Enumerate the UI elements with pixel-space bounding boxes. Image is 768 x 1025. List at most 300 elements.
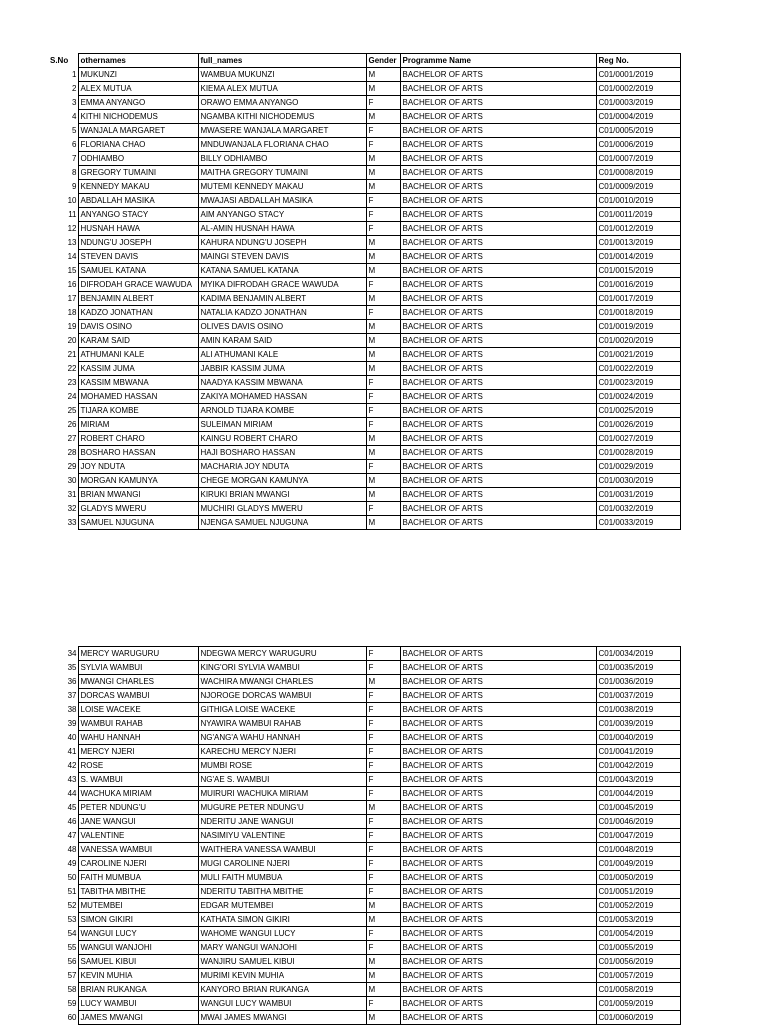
table-row (50, 362, 680, 376)
table-row (50, 264, 680, 278)
full-names-cell: NDERITU TABITHA MBITHE (198, 885, 366, 899)
full-names-cell: BILLY ODHIAMBO (198, 152, 366, 166)
row-sno: 8 (72, 168, 77, 177)
table-row (50, 731, 680, 745)
full-names-cell: MURIMI KEVIN MUHIA (198, 969, 366, 983)
full-names-cell: WAITHERA VANESSA WAMBUI (198, 843, 366, 857)
full-names-cell: MAITHA GREGORY TUMAINI (198, 166, 366, 180)
table-row (50, 927, 680, 941)
gender-cell: F (366, 829, 400, 843)
row-sno: 55 (67, 943, 77, 952)
programme-cell: BACHELOR OF ARTS (400, 488, 596, 502)
programme-cell: BACHELOR OF ARTS (400, 180, 596, 194)
table-row (50, 180, 680, 194)
othernames-cell: BRIAN RUKANGA (78, 983, 198, 997)
row-sno: 26 (67, 420, 77, 429)
gender-cell: F (366, 703, 400, 717)
table-row (50, 717, 680, 731)
programme-cell: BACHELOR OF ARTS (400, 759, 596, 773)
reg-no-cell: C01/0010/2019 (596, 194, 680, 208)
programme-cell: BACHELOR OF ARTS (400, 320, 596, 334)
table-row (50, 759, 680, 773)
full-names-cell: MWASERE WANJALA MARGARET (198, 124, 366, 138)
othernames-cell: KITHI NICHODEMUS (78, 110, 198, 124)
gender-cell: M (366, 348, 400, 362)
table-row (50, 236, 680, 250)
row-sno: 52 (67, 901, 77, 910)
gender-cell: M (366, 362, 400, 376)
row-sno: 36 (67, 677, 77, 686)
reg-no-cell: C01/0013/2019 (596, 236, 680, 250)
reg-no-cell: C01/0018/2019 (596, 306, 680, 320)
othernames-cell: WACHUKA MIRIAM (78, 787, 198, 801)
row-sno: 25 (67, 406, 77, 415)
gender-cell: M (366, 913, 400, 927)
programme-cell: BACHELOR OF ARTS (400, 955, 596, 969)
othernames-cell: VANESSA WAMBUI (78, 843, 198, 857)
row-sno: 18 (67, 308, 77, 317)
table-row (50, 166, 680, 180)
gender-cell: F (366, 941, 400, 955)
reg-no-cell: C01/0001/2019 (596, 68, 680, 82)
reg-no-cell: C01/0026/2019 (596, 418, 680, 432)
full-names-cell: ORAWO EMMA ANYANGO (198, 96, 366, 110)
othernames-cell: KARAM SAID (78, 334, 198, 348)
gender-cell: F (366, 661, 400, 675)
gender-cell: F (366, 194, 400, 208)
row-sno: 40 (67, 733, 77, 742)
reg-no-cell: C01/0047/2019 (596, 829, 680, 843)
reg-no-cell: C01/0035/2019 (596, 661, 680, 675)
reg-no-cell: C01/0051/2019 (596, 885, 680, 899)
reg-no-cell: C01/0043/2019 (596, 773, 680, 787)
reg-no-cell: C01/0027/2019 (596, 432, 680, 446)
reg-no-cell: C01/0007/2019 (596, 152, 680, 166)
programme-cell: BACHELOR OF ARTS (400, 675, 596, 689)
othernames-cell: FAITH MUMBUA (78, 871, 198, 885)
gender-cell: M (366, 292, 400, 306)
full-names-cell: MWAI JAMES MWANGI (198, 1011, 366, 1025)
full-names-cell: MAINGI STEVEN DAVIS (198, 250, 366, 264)
gender-cell: M (366, 899, 400, 913)
gender-cell: M (366, 152, 400, 166)
programme-cell: BACHELOR OF ARTS (400, 96, 596, 110)
gender-cell: F (366, 124, 400, 138)
full-names-cell: NJOROGE DORCAS WAMBUI (198, 689, 366, 703)
othernames-cell: ROBERT CHARO (78, 432, 198, 446)
table-row (50, 474, 680, 488)
row-sno: 9 (72, 182, 77, 191)
row-sno: 47 (67, 831, 77, 840)
othernames-cell: CAROLINE NJERI (78, 857, 198, 871)
reg-no-cell: C01/0050/2019 (596, 871, 680, 885)
othernames-cell: ATHUMANI KALE (78, 348, 198, 362)
student-table-part-1 (50, 53, 681, 530)
othernames-cell: MERCY NJERI (78, 745, 198, 759)
table-row (50, 334, 680, 348)
othernames-cell: MORGAN KAMUNYA (78, 474, 198, 488)
row-sno: 16 (67, 280, 77, 289)
othernames-cell: GLADYS MWERU (78, 502, 198, 516)
row-sno: 44 (67, 789, 77, 798)
programme-cell: BACHELOR OF ARTS (400, 208, 596, 222)
reg-no-cell: C01/0015/2019 (596, 264, 680, 278)
reg-no-cell: C01/0017/2019 (596, 292, 680, 306)
full-names-cell: CHEGE MORGAN KAMUNYA (198, 474, 366, 488)
othernames-cell: KEVIN MUHIA (78, 969, 198, 983)
full-names-cell: NAADYA KASSIM MBWANA (198, 376, 366, 390)
gender-cell: M (366, 516, 400, 530)
table-row (50, 208, 680, 222)
table-row (50, 787, 680, 801)
gender-cell: F (366, 773, 400, 787)
reg-no-cell: C01/0014/2019 (596, 250, 680, 264)
table-row (50, 899, 680, 913)
programme-cell: BACHELOR OF ARTS (400, 138, 596, 152)
gender-cell: F (366, 843, 400, 857)
reg-no-cell: C01/0038/2019 (596, 703, 680, 717)
gender-cell: M (366, 675, 400, 689)
table-row (50, 292, 680, 306)
header-othernames: othernames (78, 54, 198, 68)
programme-cell: BACHELOR OF ARTS (400, 969, 596, 983)
gender-cell: M (366, 180, 400, 194)
table-row (50, 96, 680, 110)
programme-cell: BACHELOR OF ARTS (400, 278, 596, 292)
row-sno: 22 (67, 364, 77, 373)
gender-cell: F (366, 222, 400, 236)
programme-cell: BACHELOR OF ARTS (400, 787, 596, 801)
table-row (50, 110, 680, 124)
gender-cell: F (366, 96, 400, 110)
reg-no-cell: C01/0011/2019 (596, 208, 680, 222)
table-row (50, 997, 680, 1011)
row-sno: 12 (67, 224, 77, 233)
row-sno: 46 (67, 817, 77, 826)
gender-cell: F (366, 390, 400, 404)
programme-cell: BACHELOR OF ARTS (400, 829, 596, 843)
full-names-cell: KIRUKI BRIAN MWANGI (198, 488, 366, 502)
reg-no-cell: C01/0052/2019 (596, 899, 680, 913)
othernames-cell: WANGUI LUCY (78, 927, 198, 941)
row-sno: 15 (67, 266, 77, 275)
programme-cell: BACHELOR OF ARTS (400, 152, 596, 166)
programme-cell: BACHELOR OF ARTS (400, 941, 596, 955)
table-row (50, 68, 680, 82)
reg-no-cell: C01/0054/2019 (596, 927, 680, 941)
gender-cell: M (366, 264, 400, 278)
full-names-cell: KARECHU MERCY NJERI (198, 745, 366, 759)
full-names-cell: MWAJASI ABDALLAH MASIKA (198, 194, 366, 208)
header-reg-no: Reg No. (596, 54, 680, 68)
othernames-cell: STEVEN DAVIS (78, 250, 198, 264)
table-row (50, 703, 680, 717)
table-row (50, 801, 680, 815)
table-row (50, 773, 680, 787)
programme-cell: BACHELOR OF ARTS (400, 857, 596, 871)
reg-no-cell: C01/0024/2019 (596, 390, 680, 404)
row-sno: 38 (67, 705, 77, 714)
othernames-cell: KASSIM MBWANA (78, 376, 198, 390)
programme-cell: BACHELOR OF ARTS (400, 983, 596, 997)
header-sno: S.No (50, 56, 69, 65)
othernames-cell: SAMUEL KATANA (78, 264, 198, 278)
gender-cell: M (366, 474, 400, 488)
table-row (50, 418, 680, 432)
reg-no-cell: C01/0040/2019 (596, 731, 680, 745)
reg-no-cell: C01/0049/2019 (596, 857, 680, 871)
gender-cell: F (366, 460, 400, 474)
header-programme: Programme Name (400, 54, 596, 68)
gender-cell: F (366, 997, 400, 1011)
table-row (50, 306, 680, 320)
row-sno: 45 (67, 803, 77, 812)
table-row (50, 460, 680, 474)
othernames-cell: FLORIANA CHAO (78, 138, 198, 152)
row-sno: 60 (67, 1013, 77, 1022)
programme-cell: BACHELOR OF ARTS (400, 927, 596, 941)
programme-cell: BACHELOR OF ARTS (400, 390, 596, 404)
table-row (50, 376, 680, 390)
row-sno: 43 (67, 775, 77, 784)
programme-cell: BACHELOR OF ARTS (400, 334, 596, 348)
table-row (50, 1011, 680, 1025)
full-names-cell: KING'ORI SYLVIA WAMBUI (198, 661, 366, 675)
table-row (50, 502, 680, 516)
othernames-cell: S. WAMBUI (78, 773, 198, 787)
row-sno: 30 (67, 476, 77, 485)
gender-cell: F (366, 208, 400, 222)
reg-no-cell: C01/0058/2019 (596, 983, 680, 997)
reg-no-cell: C01/0025/2019 (596, 404, 680, 418)
gender-cell: M (366, 969, 400, 983)
othernames-cell: WANGUI WANJOHI (78, 941, 198, 955)
programme-cell: BACHELOR OF ARTS (400, 502, 596, 516)
othernames-cell: SAMUEL NJUGUNA (78, 516, 198, 530)
othernames-cell: NDUNG'U JOSEPH (78, 236, 198, 250)
header-full-names: full_names (198, 54, 366, 68)
table-row (50, 829, 680, 843)
table-row (50, 815, 680, 829)
gender-cell: M (366, 250, 400, 264)
row-sno: 29 (67, 462, 77, 471)
gender-cell: F (366, 815, 400, 829)
full-names-cell: EDGAR MUTEMBEI (198, 899, 366, 913)
programme-cell: BACHELOR OF ARTS (400, 1011, 596, 1025)
full-names-cell: KAINGU ROBERT CHARO (198, 432, 366, 446)
gender-cell: F (366, 731, 400, 745)
full-names-cell: KANYORO BRIAN RUKANGA (198, 983, 366, 997)
reg-no-cell: C01/0057/2019 (596, 969, 680, 983)
othernames-cell: ABDALLAH MASIKA (78, 194, 198, 208)
full-names-cell: MYIKA DIFRODAH GRACE WAWUDA (198, 278, 366, 292)
programme-cell: BACHELOR OF ARTS (400, 418, 596, 432)
full-names-cell: ZAKIYA MOHAMED HASSAN (198, 390, 366, 404)
programme-cell: BACHELOR OF ARTS (400, 460, 596, 474)
row-sno: 42 (67, 761, 77, 770)
full-names-cell: KADIMA BENJAMIN ALBERT (198, 292, 366, 306)
full-names-cell: MUGURE PETER NDUNG'U (198, 801, 366, 815)
othernames-cell: SAMUEL KIBUI (78, 955, 198, 969)
row-sno: 5 (72, 126, 77, 135)
full-names-cell: AL-AMIN HUSNAH HAWA (198, 222, 366, 236)
othernames-cell: SIMON GIKIRI (78, 913, 198, 927)
table-row (50, 432, 680, 446)
row-sno: 34 (67, 649, 77, 658)
row-sno: 1 (72, 70, 77, 79)
reg-no-cell: C01/0036/2019 (596, 675, 680, 689)
programme-cell: BACHELOR OF ARTS (400, 689, 596, 703)
othernames-cell: SYLVIA WAMBUI (78, 661, 198, 675)
gender-cell: M (366, 955, 400, 969)
row-sno: 51 (67, 887, 77, 896)
table-row (50, 647, 680, 661)
othernames-cell: VALENTINE (78, 829, 198, 843)
row-sno: 33 (67, 518, 77, 527)
row-sno: 10 (67, 196, 77, 205)
table-row (50, 250, 680, 264)
gender-cell: F (366, 759, 400, 773)
full-names-cell: NG'AE S. WAMBUI (198, 773, 366, 787)
reg-no-cell: C01/0016/2019 (596, 278, 680, 292)
row-sno: 39 (67, 719, 77, 728)
gender-cell: F (366, 376, 400, 390)
gender-cell: M (366, 446, 400, 460)
row-sno: 17 (67, 294, 77, 303)
othernames-cell: KENNEDY MAKAU (78, 180, 198, 194)
table-row (50, 969, 680, 983)
programme-cell: BACHELOR OF ARTS (400, 124, 596, 138)
row-sno: 24 (67, 392, 77, 401)
row-sno: 53 (67, 915, 77, 924)
reg-no-cell: C01/0023/2019 (596, 376, 680, 390)
othernames-cell: MUTEMBEI (78, 899, 198, 913)
othernames-cell: KADZO JONATHAN (78, 306, 198, 320)
full-names-cell: NASIMIYU VALENTINE (198, 829, 366, 843)
full-names-cell: MARY WANGUI WANJOHI (198, 941, 366, 955)
table-row (50, 278, 680, 292)
gender-cell: M (366, 166, 400, 180)
full-names-cell: WAMBUA MUKUNZI (198, 68, 366, 82)
row-sno: 56 (67, 957, 77, 966)
othernames-cell: TABITHA MBITHE (78, 885, 198, 899)
programme-cell: BACHELOR OF ARTS (400, 292, 596, 306)
full-names-cell: HAJI BOSHARO HASSAN (198, 446, 366, 460)
student-table-part-2 (50, 646, 681, 1025)
row-sno: 2 (72, 84, 77, 93)
table-row (50, 222, 680, 236)
othernames-cell: PETER NDUNG'U (78, 801, 198, 815)
othernames-cell: KASSIM JUMA (78, 362, 198, 376)
gender-cell: F (366, 502, 400, 516)
row-sno: 11 (68, 210, 77, 219)
row-sno: 32 (67, 504, 77, 513)
othernames-cell: HUSNAH HAWA (78, 222, 198, 236)
row-sno: 54 (67, 929, 77, 938)
full-names-cell: NJENGA SAMUEL NJUGUNA (198, 516, 366, 530)
othernames-cell: MUKUNZI (78, 68, 198, 82)
full-names-cell: MULI FAITH MUMBUA (198, 871, 366, 885)
programme-cell: BACHELOR OF ARTS (400, 717, 596, 731)
table-row (50, 138, 680, 152)
row-sno: 3 (72, 98, 77, 107)
row-sno: 21 (67, 350, 77, 359)
othernames-cell: DORCAS WAMBUI (78, 689, 198, 703)
reg-no-cell: C01/0042/2019 (596, 759, 680, 773)
othernames-cell: BRIAN MWANGI (78, 488, 198, 502)
row-sno: 13 (67, 238, 77, 247)
gender-cell: M (366, 488, 400, 502)
full-names-cell: KAHURA NDUNG'U JOSEPH (198, 236, 366, 250)
full-names-cell: KATANA SAMUEL KATANA (198, 264, 366, 278)
row-sno: 49 (67, 859, 77, 868)
table-row (50, 675, 680, 689)
full-names-cell: ARNOLD TIJARA KOMBE (198, 404, 366, 418)
reg-no-cell: C01/0020/2019 (596, 334, 680, 348)
row-sno: 19 (67, 322, 77, 331)
row-sno: 6 (72, 140, 77, 149)
programme-cell: BACHELOR OF ARTS (400, 703, 596, 717)
reg-no-cell: C01/0029/2019 (596, 460, 680, 474)
othernames-cell: BENJAMIN ALBERT (78, 292, 198, 306)
full-names-cell: NGAMBA KITHI NICHODEMUS (198, 110, 366, 124)
row-sno: 58 (67, 985, 77, 994)
full-names-cell: NYAWIRA WAMBUI RAHAB (198, 717, 366, 731)
gender-cell: F (366, 306, 400, 320)
row-sno: 14 (67, 252, 77, 261)
table-row (50, 404, 680, 418)
full-names-cell: MUIRURI WACHUKA MIRIAM (198, 787, 366, 801)
reg-no-cell: C01/0021/2019 (596, 348, 680, 362)
row-sno: 41 (67, 747, 77, 756)
full-names-cell: ALI ATHUMANI KALE (198, 348, 366, 362)
full-names-cell: MACHARIA JOY NDUTA (198, 460, 366, 474)
row-sno: 23 (67, 378, 77, 387)
othernames-cell: ANYANGO STACY (78, 208, 198, 222)
othernames-cell: MERCY WARUGURU (78, 647, 198, 661)
programme-cell: BACHELOR OF ARTS (400, 871, 596, 885)
full-names-cell: NATALIA KADZO JONATHAN (198, 306, 366, 320)
full-names-cell: WAHOME WANGUI LUCY (198, 927, 366, 941)
othernames-cell: WANJALA MARGARET (78, 124, 198, 138)
row-sno: 37 (67, 691, 77, 700)
reg-no-cell: C01/0004/2019 (596, 110, 680, 124)
programme-cell: BACHELOR OF ARTS (400, 661, 596, 675)
full-names-cell: WACHIRA MWANGI CHARLES (198, 675, 366, 689)
programme-cell: BACHELOR OF ARTS (400, 68, 596, 82)
gender-cell: M (366, 320, 400, 334)
table-row (50, 689, 680, 703)
othernames-cell: WAMBUI RAHAB (78, 717, 198, 731)
table-row (50, 871, 680, 885)
reg-no-cell: C01/0044/2019 (596, 787, 680, 801)
row-sno: 4 (72, 112, 77, 121)
reg-no-cell: C01/0005/2019 (596, 124, 680, 138)
programme-cell: BACHELOR OF ARTS (400, 432, 596, 446)
table-row (50, 843, 680, 857)
reg-no-cell: C01/0030/2019 (596, 474, 680, 488)
full-names-cell: NG'ANG'A WAHU HANNAH (198, 731, 366, 745)
programme-cell: BACHELOR OF ARTS (400, 899, 596, 913)
reg-no-cell: C01/0056/2019 (596, 955, 680, 969)
table-row (50, 488, 680, 502)
reg-no-cell: C01/0022/2019 (596, 362, 680, 376)
reg-no-cell: C01/0019/2019 (596, 320, 680, 334)
reg-no-cell: C01/0009/2019 (596, 180, 680, 194)
row-sno: 7 (72, 154, 77, 163)
gender-cell: F (366, 745, 400, 759)
gender-cell: M (366, 983, 400, 997)
